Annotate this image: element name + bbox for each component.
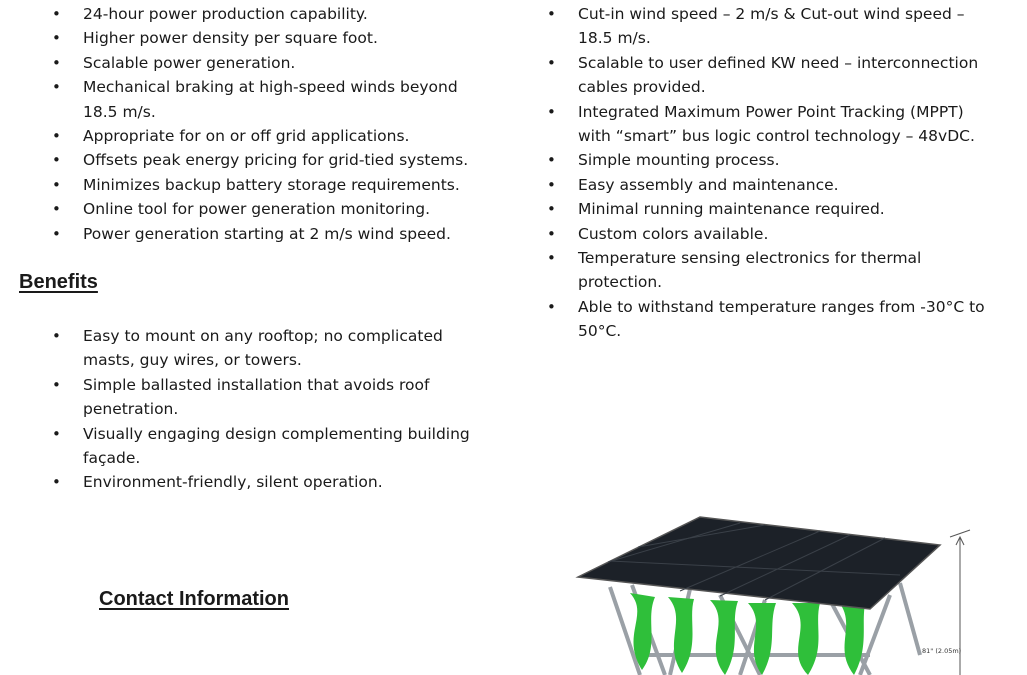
frame-leg-back-right bbox=[900, 583, 920, 655]
feature-item-text: Cut-in wind speed – 2 m/s & Cut-out wind speed – 18.5 m/s. bbox=[578, 5, 965, 48]
feature-item-text: Able to withstand temperature ranges from -30°C to 50°C. bbox=[578, 297, 985, 341]
feature-item bbox=[543, 295, 993, 344]
feature-item-text: Scalable to user defined KW need – interconnection cables provided. bbox=[578, 53, 979, 97]
bullet-icon: • bbox=[52, 29, 61, 48]
product-illustration bbox=[578, 517, 970, 675]
feature-item bbox=[48, 124, 488, 148]
bullet-icon: • bbox=[547, 151, 556, 170]
bullet-icon: • bbox=[547, 224, 556, 243]
bullet-icon: • bbox=[547, 53, 556, 72]
bullet-icon: • bbox=[52, 424, 61, 443]
feature-item-text: 24-hour power production capability. bbox=[83, 5, 368, 23]
feature-item bbox=[48, 222, 488, 246]
benefit-item-text: Simple ballasted installation that avoids roof penetration. bbox=[83, 375, 430, 419]
wind-solar-unit-image bbox=[570, 505, 990, 675]
benefit-item bbox=[48, 324, 488, 373]
bullet-icon: • bbox=[52, 224, 61, 243]
feature-item bbox=[48, 173, 488, 197]
benefit-item-text: Environment-friendly, silent operation. bbox=[83, 473, 383, 492]
feature-item bbox=[48, 75, 488, 124]
turbine-blade-3 bbox=[710, 600, 738, 675]
turbine-blade-5 bbox=[792, 603, 820, 675]
bullet-icon: • bbox=[52, 151, 61, 170]
feature-item-text: Online tool for power generation monitoring. bbox=[83, 200, 431, 219]
feature-item-text: Temperature sensing electronics for thermal protection. bbox=[578, 249, 922, 292]
bullet-icon: • bbox=[547, 297, 556, 316]
bullet-icon: • bbox=[52, 78, 61, 97]
height-dimension-label: 81" (2.05m) bbox=[922, 647, 962, 655]
feature-item bbox=[48, 2, 488, 26]
bullet-icon: • bbox=[52, 5, 61, 23]
feature-item-text: Appropriate for on or off grid applications. bbox=[83, 127, 410, 146]
bullet-icon: • bbox=[547, 5, 556, 23]
feature-item-text: Higher power density per square foot. bbox=[83, 29, 378, 48]
features-list-right bbox=[543, 2, 993, 344]
feature-item bbox=[543, 100, 993, 149]
bullet-icon: • bbox=[52, 375, 61, 394]
feature-item bbox=[48, 197, 488, 221]
feature-item-text: Scalable power generation. bbox=[83, 53, 296, 72]
bullet-icon: • bbox=[547, 102, 556, 121]
feature-item bbox=[543, 51, 993, 100]
bullet-icon: • bbox=[547, 175, 556, 194]
benefits-list bbox=[48, 324, 488, 495]
benefit-item-text: Easy to mount on any rooftop; no complicated masts, guy wires, or towers. bbox=[83, 327, 443, 370]
bullet-icon: • bbox=[52, 200, 61, 219]
bullet-icon: • bbox=[52, 473, 61, 492]
feature-item-text: Mechanical braking at high-speed winds beyond 18.5 m/s. bbox=[83, 78, 458, 121]
contact-heading: Contact Information bbox=[99, 588, 289, 610]
bullet-icon: • bbox=[52, 53, 61, 72]
feature-item bbox=[543, 148, 993, 172]
bullet-icon: • bbox=[547, 249, 556, 268]
feature-item-text: Minimizes backup battery storage requirements. bbox=[83, 175, 460, 194]
feature-item-text: Power generation starting at 2 m/s wind speed. bbox=[83, 224, 451, 243]
benefit-item bbox=[48, 373, 488, 422]
bullet-icon: • bbox=[52, 127, 61, 146]
benefits-heading: Benefits bbox=[19, 271, 98, 293]
feature-item-text: Custom colors available. bbox=[578, 224, 769, 243]
features-list-left bbox=[48, 2, 488, 246]
benefit-item-text: Visually engaging design complementing building façade. bbox=[83, 424, 470, 468]
feature-item bbox=[543, 173, 993, 197]
benefit-item bbox=[48, 470, 488, 494]
feature-item bbox=[48, 148, 488, 172]
feature-item bbox=[543, 2, 993, 51]
feature-item-text: Offsets peak energy pricing for grid-tied systems. bbox=[83, 151, 469, 170]
feature-item bbox=[48, 26, 488, 50]
feature-item-text: Minimal running maintenance required. bbox=[578, 200, 885, 219]
feature-item bbox=[543, 246, 993, 295]
benefit-item bbox=[48, 422, 488, 471]
bullet-icon: • bbox=[547, 200, 556, 219]
feature-item bbox=[48, 51, 488, 75]
bullet-icon: • bbox=[52, 327, 61, 345]
bullet-icon: • bbox=[52, 175, 61, 194]
feature-item-text: Integrated Maximum Power Point Tracking (MPPT) with “smart” bus logic control technology – 48vDC. bbox=[578, 102, 975, 146]
feature-item bbox=[543, 197, 993, 221]
feature-item-text: Simple mounting process. bbox=[578, 151, 780, 170]
feature-item bbox=[543, 222, 993, 246]
feature-item-text: Easy assembly and maintenance. bbox=[578, 175, 839, 194]
